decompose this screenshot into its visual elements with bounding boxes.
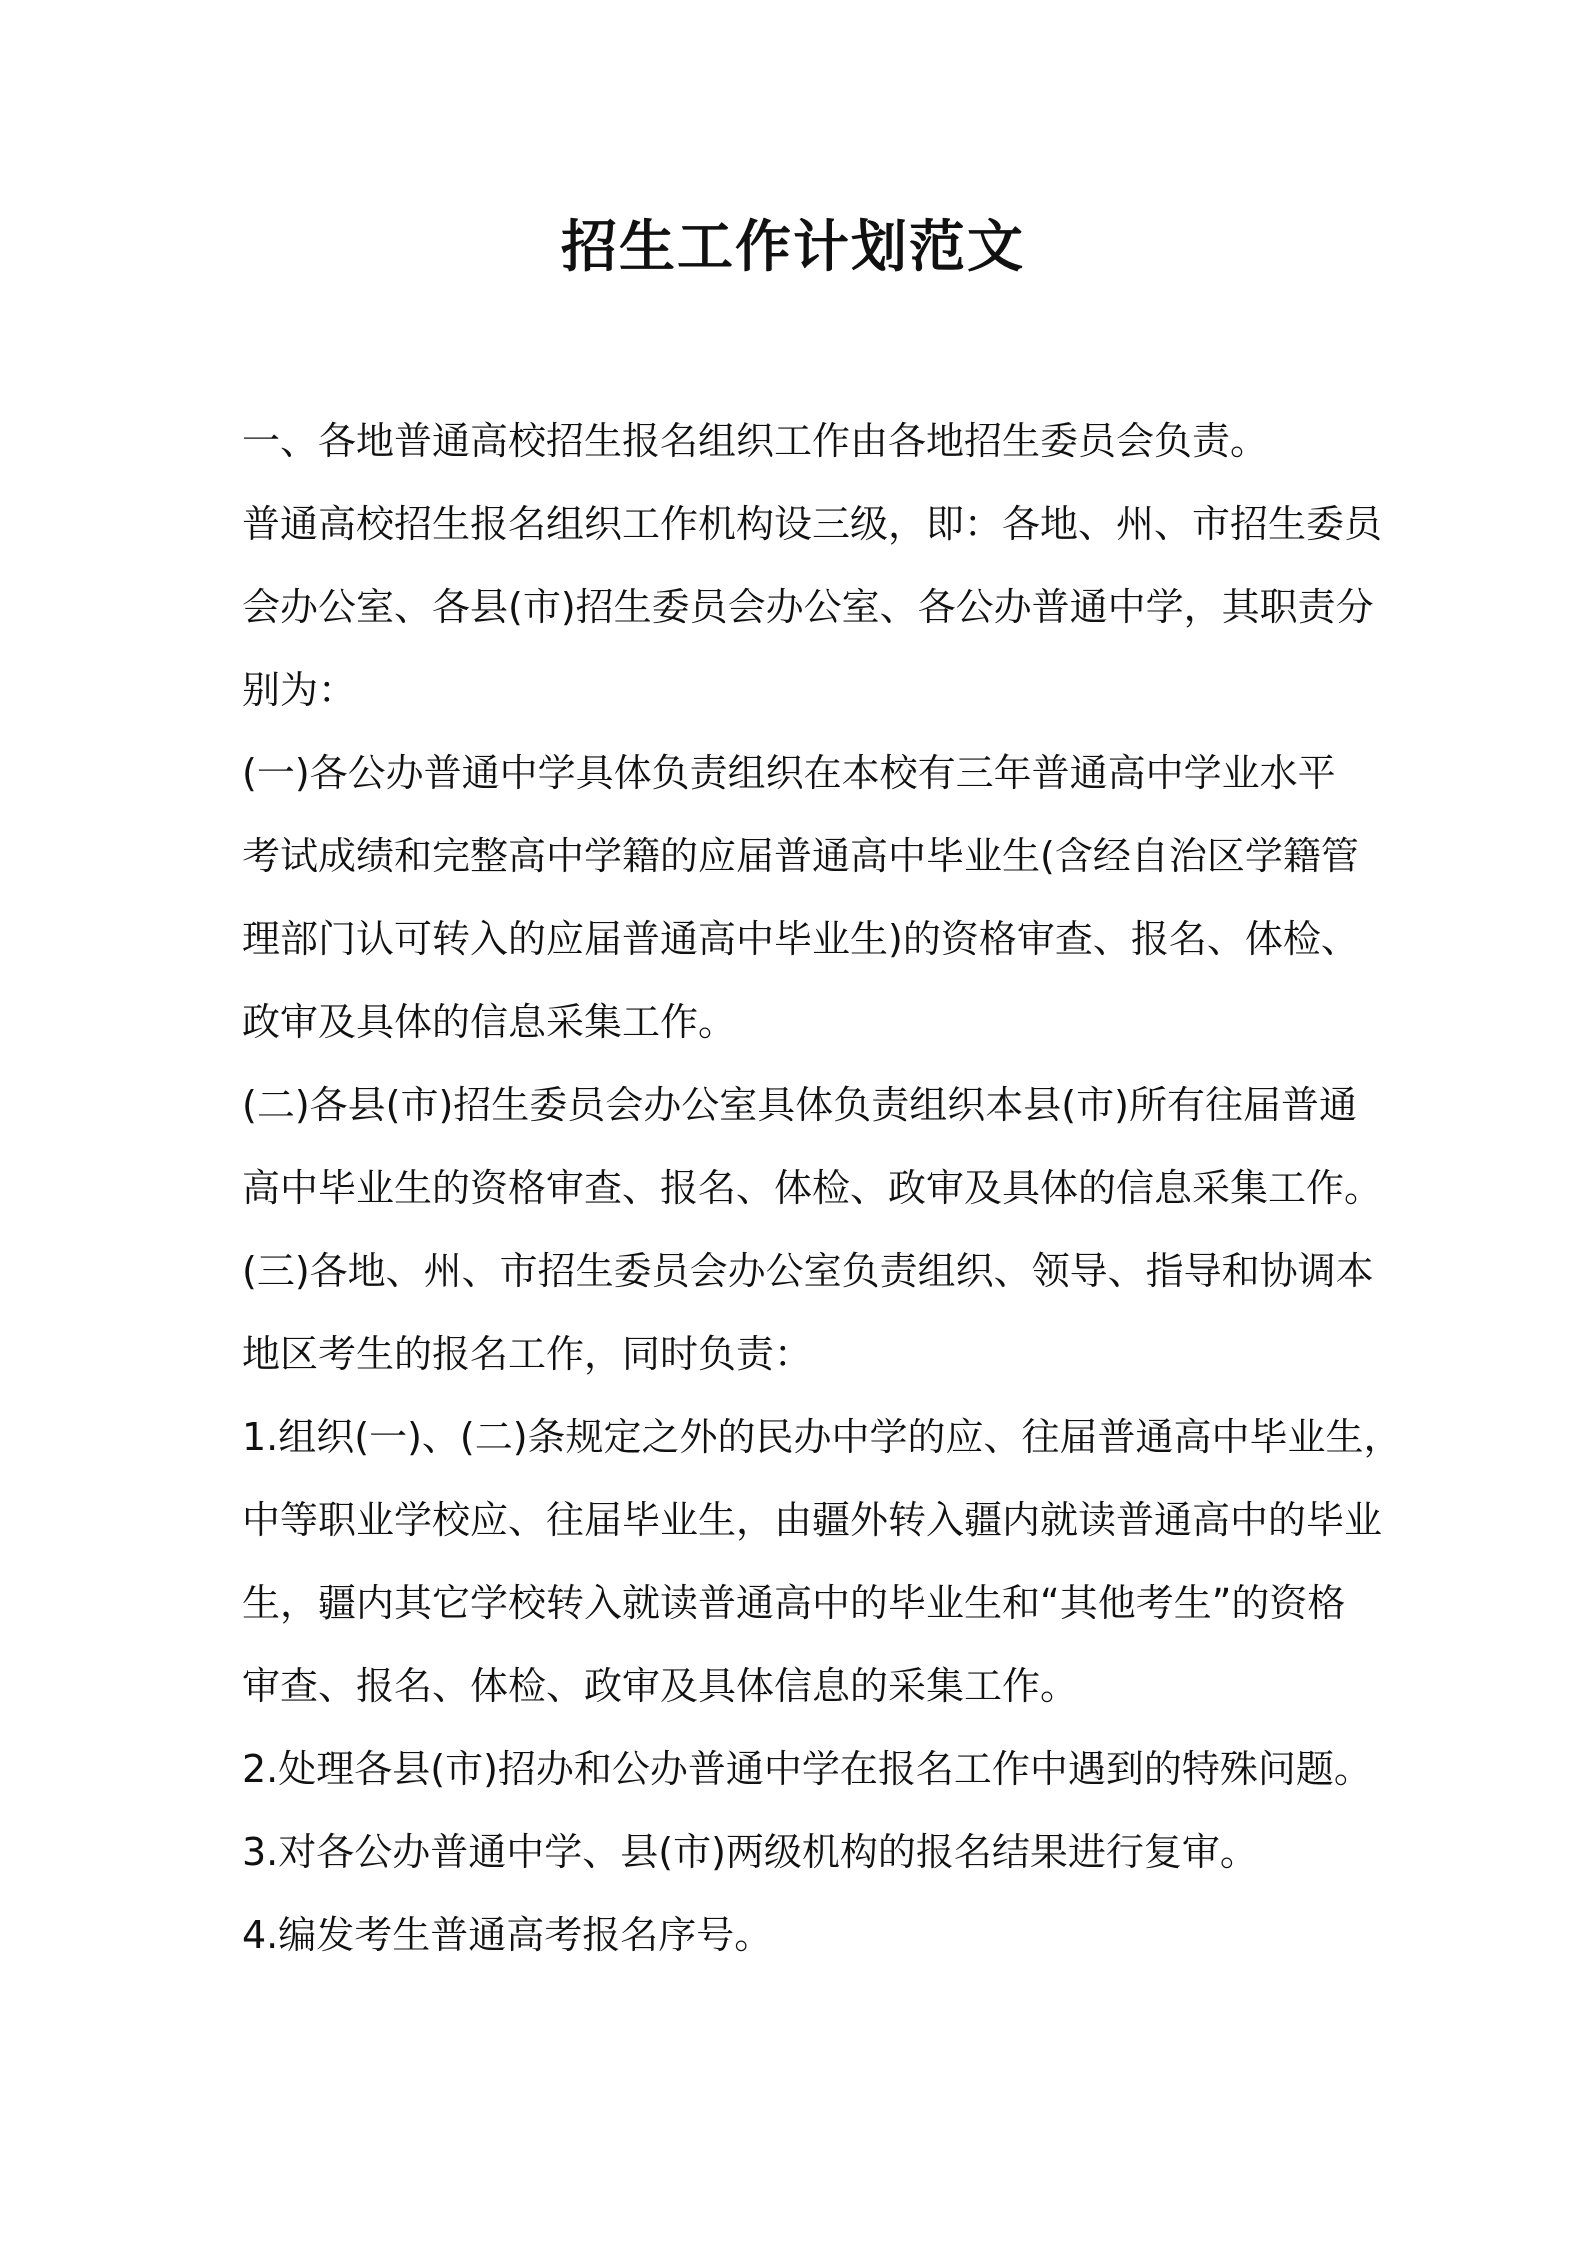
text-line: 地区考生的报名工作，同时负责：	[242, 1332, 813, 1376]
text-line: 生，疆内其它学校转入就读普通高中的毕业生和“其他考生”的资格	[242, 1581, 1346, 1625]
text-line: 4.编发考生普通高考报名序号。	[242, 1913, 773, 1957]
text-line: (三)各地、州、市招生委员会办公室负责组织、领导、指导和协调本	[242, 1249, 1374, 1293]
text-line: 3.对各公办普通中学、县(市)两级机构的报名结果进行复审。	[242, 1830, 1258, 1874]
document-body	[242, 400, 1402, 1977]
document-title: 招生工作计划范文	[561, 215, 1025, 280]
text-line: (一)各公办普通中学具体负责组织在本校有三年普通高中学业水平	[242, 751, 1336, 795]
text-line: 审查、报名、体检、政审及具体信息的采集工作。	[242, 1664, 1079, 1708]
text-line: 高中毕业生的资格审查、报名、体检、政审及具体的信息采集工作。	[242, 1166, 1383, 1210]
text-line: 考试成绩和完整高中学籍的应届普通高中毕业生(含经自治区学籍管	[242, 834, 1359, 878]
text-line: (二)各县(市)招生委员会办公室具体负责组织本县(市)所有往届普通	[242, 1083, 1357, 1127]
text-line: 一、各地普通高校招生报名组织工作由各地招生委员会负责。	[242, 419, 1269, 463]
text-line: 会办公室、各县(市)招生委员会办公室、各公办普通中学，其职责分	[242, 585, 1374, 629]
text-line: 中等职业学校应、往届毕业生，由疆外转入疆内就读普通高中的毕业	[242, 1498, 1383, 1542]
text-line: 1.组织(一)、(二)条规定之外的民办中学的应、往届普通高中毕业生，	[242, 1415, 1402, 1459]
text-line: 理部门认可转入的应届普通高中毕业生)的资格审查、报名、体检、	[242, 917, 1359, 961]
text-line: 政审及具体的信息采集工作。	[242, 1000, 737, 1044]
text-line: 别为：	[242, 668, 357, 712]
text-line: 2.处理各县(市)招办和公办普通中学在报名工作中遇到的特殊问题。	[242, 1747, 1372, 1791]
text-line: 普通高校招生报名组织工作机构设三级，即：各地、州、市招生委员	[242, 502, 1383, 546]
